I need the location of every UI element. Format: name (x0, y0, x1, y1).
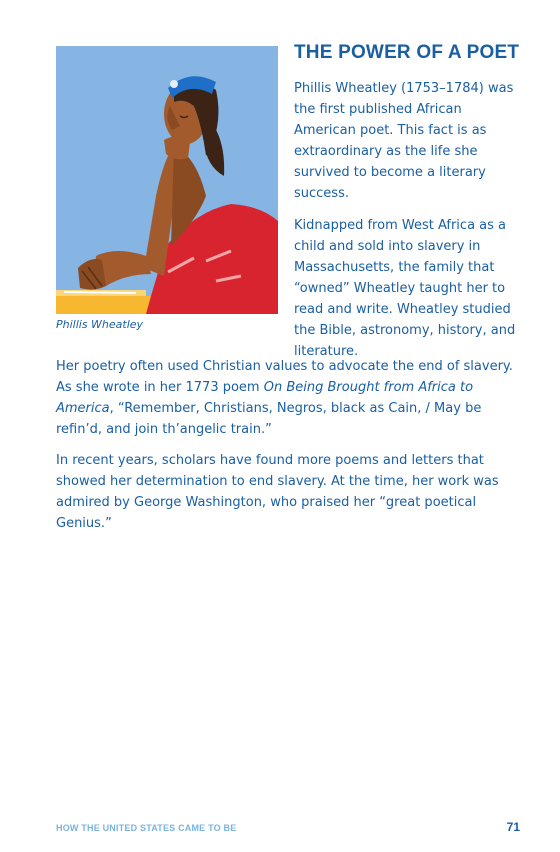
paragraph-4: In recent years, scholars have found more poems and letters that showed her determination to end slavery. At the time, her work was admired by George Washington, who praised her “great poetical Genius.” (56, 453, 499, 531)
paragraph-3-text-start: Her poetry often used Christian values to advocate the end of slavery. As she wrote in her 1773 poem (56, 359, 513, 395)
paragraph-3 (56, 356, 516, 440)
page-heading: THE POWER OF A POET (294, 42, 520, 63)
paragraph-3-text-end: , “Remember, Christians, Negros, black as Cain, / May be refin’d, and join th’angelic train.” (56, 401, 482, 437)
paragraph-2: Kidnapped from West Africa as a child and sold into slavery in Massachusetts, the family that “owned” Wheatley taught her to read and write. Wheatley studied the Bible, astronomy, history, and literature. (294, 218, 516, 359)
right-column (294, 78, 524, 362)
portrait-illustration (56, 46, 278, 314)
footer-book-title: HOW THE UNITED STATES CAME TO BE (56, 823, 237, 833)
paragraph-1: Phillis Wheatley (1753–1784) was the first published African American poet. This fact is as extraordinary as the life she survived to become a literary success. (294, 81, 514, 201)
page-number: 71 (506, 820, 520, 834)
image-caption: Phillis Wheatley (56, 318, 144, 331)
poem-title: On Being Brought from Africa to America (56, 380, 474, 416)
